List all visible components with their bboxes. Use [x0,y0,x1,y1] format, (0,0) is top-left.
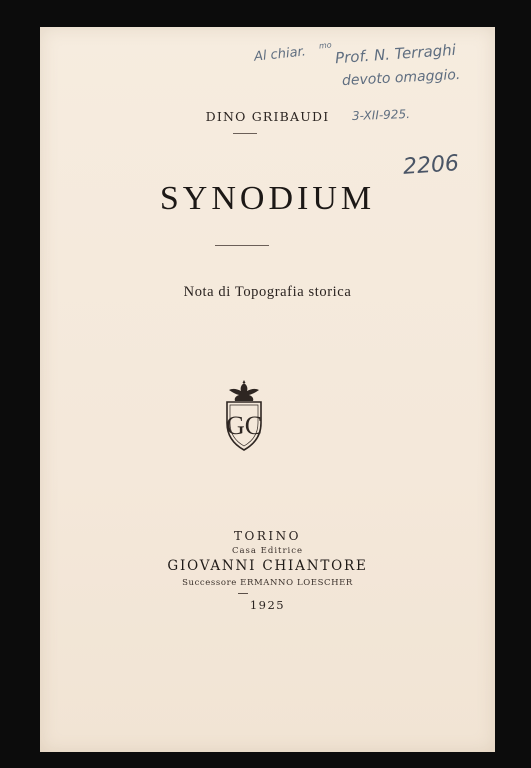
dedication-name: Prof. N. Terraghi [334,40,457,68]
publication-city: TORINO [234,529,301,543]
dedication-prefix: Al chiar. [253,44,307,65]
dedication-date: 3-XII-925. [351,106,411,124]
publishing-house: Casa Editrice [231,546,304,556]
page-title: SYNODIUM [159,180,376,217]
divider-author [233,133,257,134]
author-name: DINO GRIBAUDI [205,109,330,124]
eagle-monogram-gc-icon [217,379,271,453]
dedication-line2: devoto omaggio. [341,66,461,90]
publisher-successor: Successore ERMANNO LOESCHER [182,578,353,588]
divider-year [238,593,248,594]
monogram-text: GC [225,411,263,440]
publication-year: 1925 [249,598,286,612]
catalog-number: 2206 [402,151,460,180]
subtitle: Nota di Topografia storica [183,284,352,300]
title-page [40,27,495,752]
dedication-superscript: mo [318,40,333,51]
divider-title [215,245,269,246]
publisher-name: GIOVANNI CHIANTORE [167,558,368,574]
